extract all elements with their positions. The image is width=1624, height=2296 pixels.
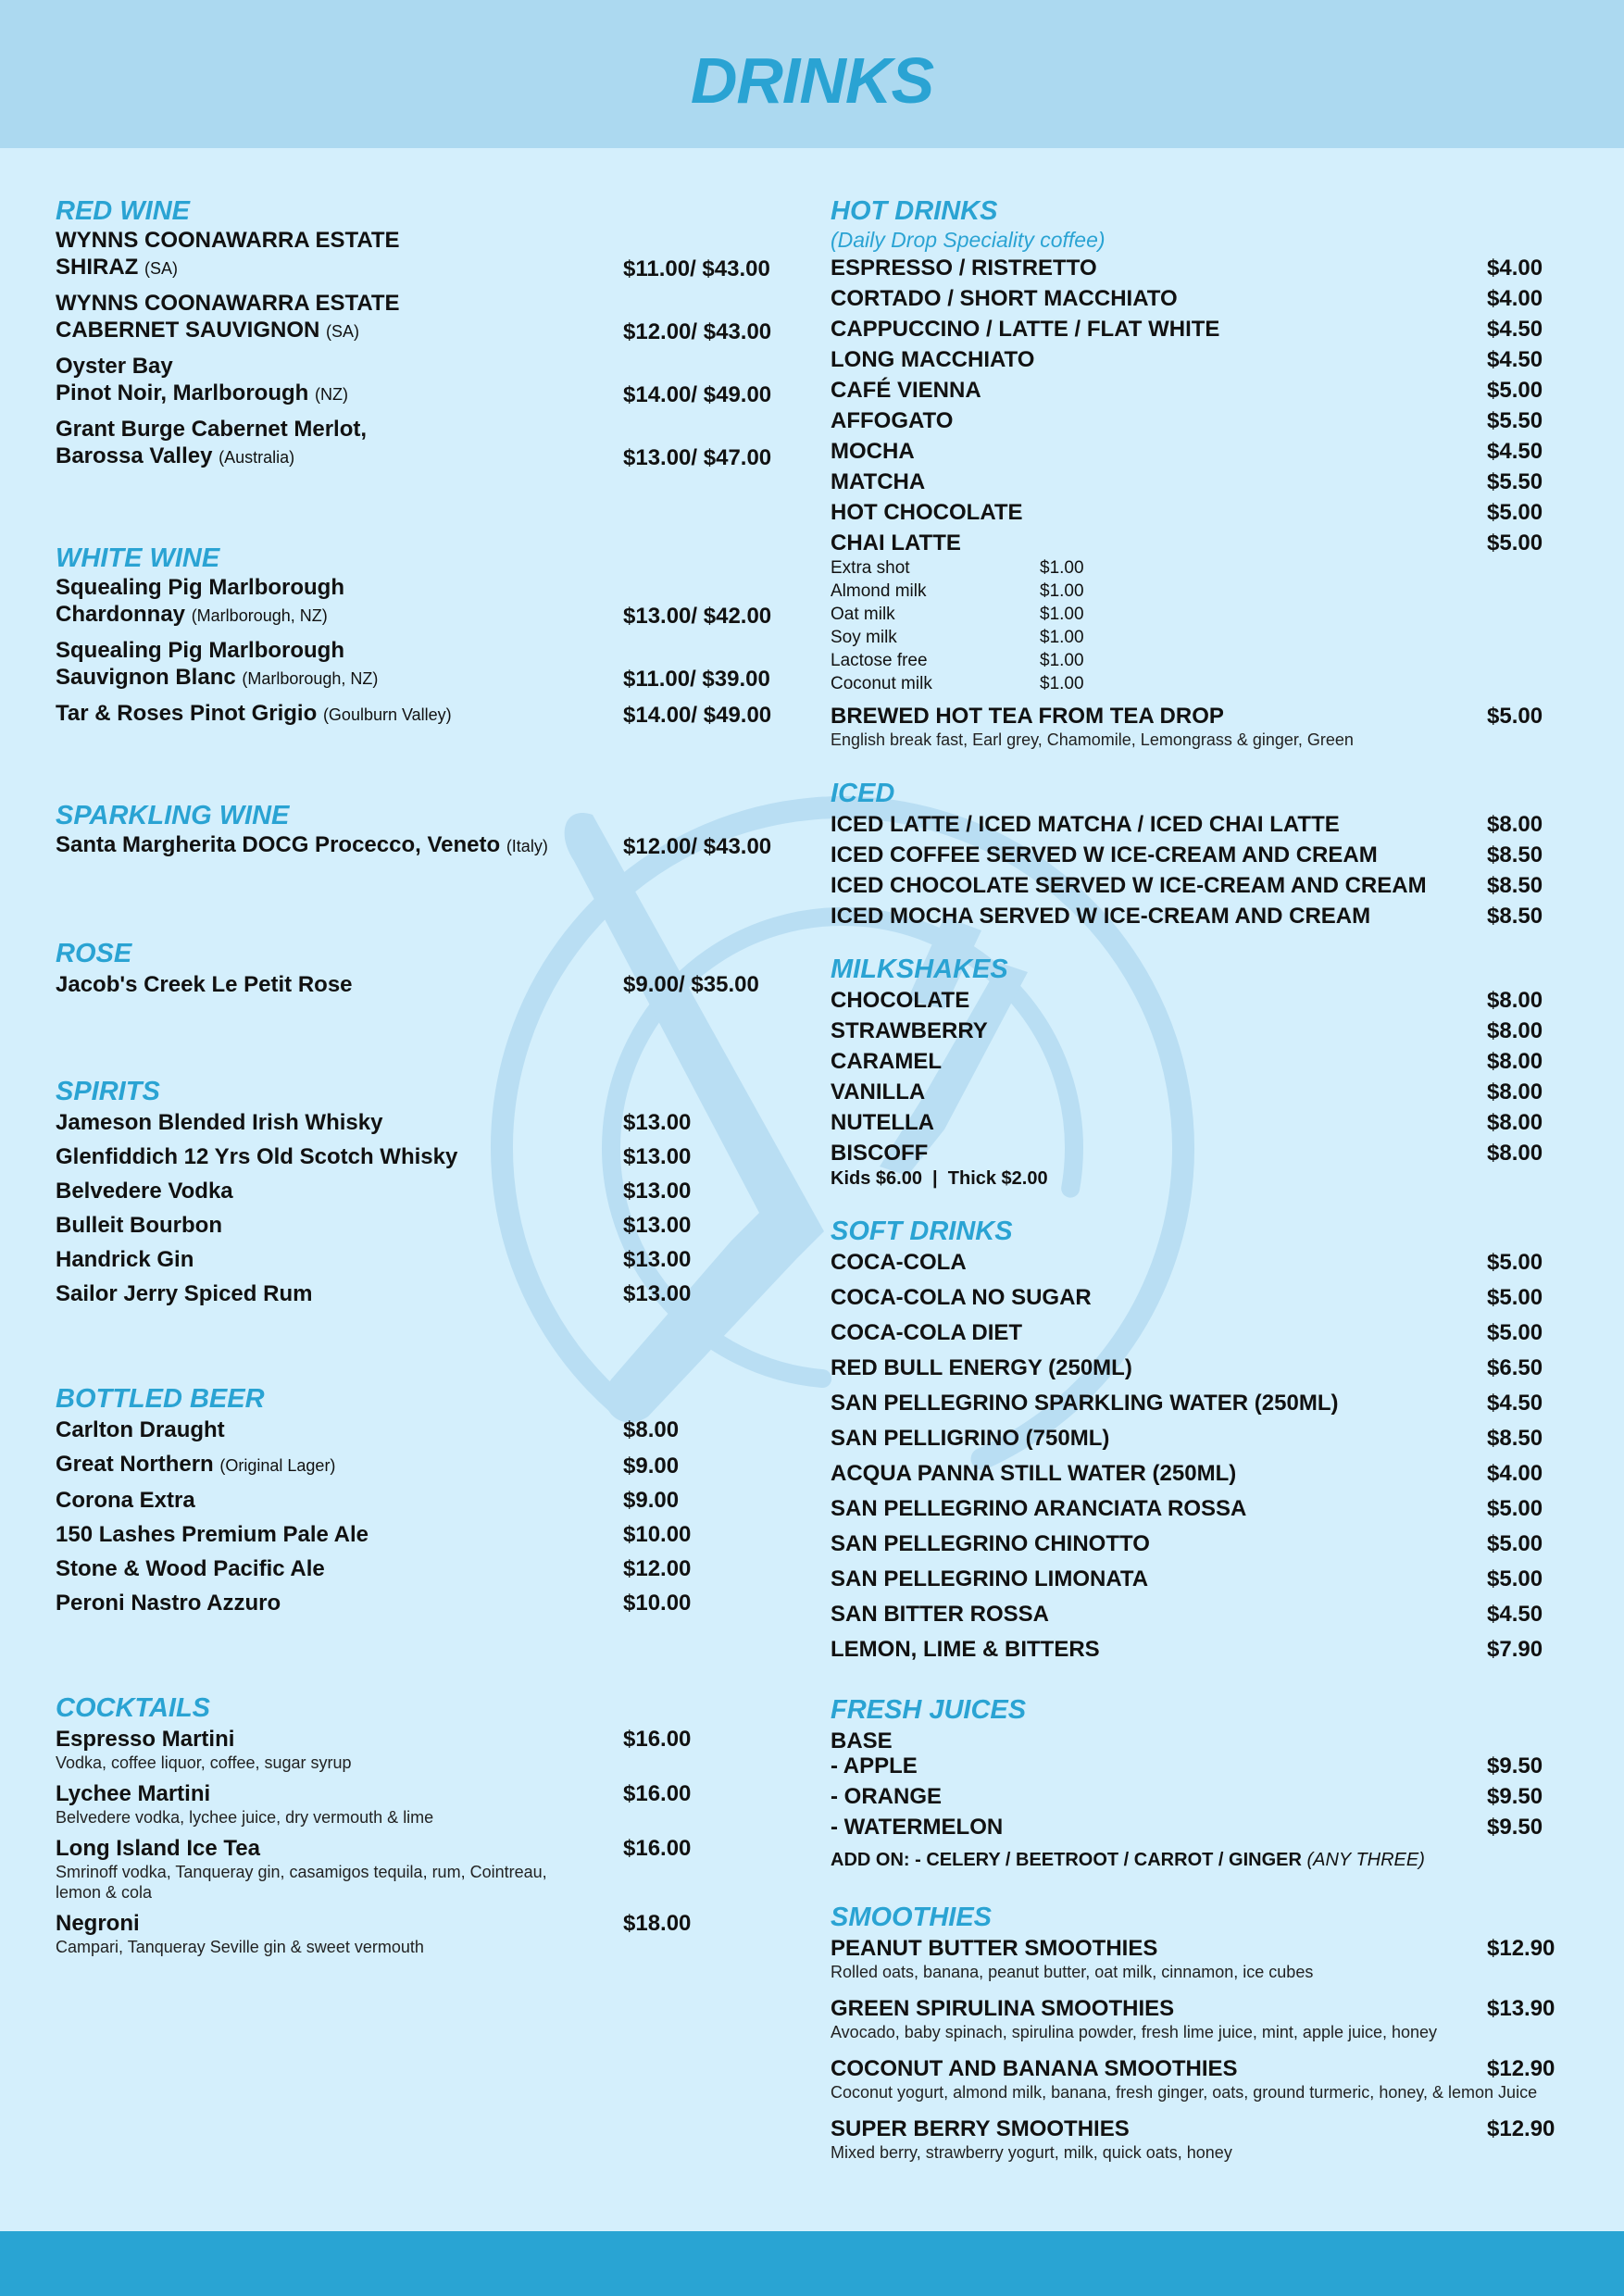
item-name: SHIRAZ — [56, 255, 139, 280]
item-price: $8.50 — [1487, 904, 1543, 929]
section-title: ROSE — [56, 939, 132, 968]
item-price: $4.50 — [1487, 1602, 1543, 1627]
item-name: ICED COFFEE SERVED W ICE-CREAM AND CREAM — [831, 842, 1378, 867]
item-note: (SA) — [144, 259, 179, 278]
extra-price: $1.00 — [1040, 581, 1084, 601]
item-name: Long Island Ice Tea — [56, 1836, 260, 1861]
menu-item — [56, 1726, 796, 1773]
menu-item — [831, 1935, 1571, 1982]
menu-item — [831, 703, 1571, 750]
item-name: Sauvignon Blanc — [56, 665, 236, 690]
soft-drinks-section — [831, 1216, 1571, 1663]
item-name: SAN PELLIGRINO (750ML) — [831, 1426, 1110, 1451]
extra-name: Soy milk — [831, 628, 897, 647]
item-name: CAFÉ VIENNA — [831, 378, 981, 403]
item-price: $8.00 — [1487, 1049, 1543, 1074]
item-name: ICED MOCHA SERVED W ICE-CREAM AND CREAM — [831, 904, 1371, 929]
extra-price: $1.00 — [1040, 605, 1084, 624]
item-price: $12.90 — [1487, 2056, 1555, 2081]
menu-item — [56, 1451, 796, 1479]
milkshake-note: Kids $6.00 | Thick $2.00 — [831, 1168, 1048, 1189]
menu-item — [56, 1555, 796, 1582]
menu-item — [831, 285, 1571, 312]
item-name: SAN PELLEGRINO SPARKLING WATER (250ML) — [831, 1391, 1339, 1416]
extra-name: Lactose free — [831, 651, 928, 670]
extra-name: Extra shot — [831, 558, 910, 578]
item-note: (Marlborough, NZ) — [191, 606, 328, 625]
item-name: ICED LATTE / ICED MATCHA / ICED CHAI LATTE — [831, 812, 1340, 837]
menu-item — [831, 903, 1571, 930]
item-price: $14.00/ $49.00 — [623, 382, 772, 407]
juice-base-label — [831, 1728, 1571, 1754]
item-name: Pinot Noir, Marlborough — [56, 381, 309, 406]
item-name: Sailor Jerry Spiced Rum — [56, 1281, 313, 1306]
item-name: RED BULL ENERGY (250ML) — [831, 1355, 1132, 1380]
item-name: Chardonnay — [56, 602, 186, 627]
bottled-beer-section — [56, 1383, 796, 1616]
item-price: $13.90 — [1487, 1996, 1555, 2021]
item-price: $8.00 — [1487, 812, 1543, 837]
red-wine-section — [56, 195, 796, 471]
item-name: SAN PELLEGRINO ARANCIATA ROSSA — [831, 1496, 1247, 1521]
item-price: $5.00 — [1487, 1496, 1543, 1521]
menu-item — [831, 2055, 1571, 2103]
menu-item — [831, 1636, 1571, 1663]
item-price: $13.00 — [623, 1110, 692, 1135]
item-name: CHAI LATTE — [831, 530, 961, 555]
item-price: $8.00 — [1487, 1110, 1543, 1135]
item-price: $5.50 — [1487, 408, 1543, 433]
menu-item — [831, 1460, 1571, 1487]
smoothies-section — [831, 1902, 1571, 2163]
item-name: BASE — [831, 1728, 893, 1753]
item-note: (SA) — [326, 322, 360, 341]
item-name-line1: WYNNS COONAWARRA ESTATE — [56, 291, 400, 316]
sparkling-wine-section — [56, 800, 796, 860]
item-price: $16.00 — [623, 1727, 692, 1752]
item-price: $8.00 — [623, 1417, 680, 1442]
item-name: ACQUA PANNA STILL WATER (250ML) — [831, 1461, 1237, 1486]
menu-item — [831, 872, 1571, 899]
item-description: Campari, Tanqueray Seville gin & sweet vermouth — [56, 1938, 424, 1956]
white-wine-section — [56, 543, 796, 729]
item-price: $5.00 — [1487, 500, 1543, 525]
item-price: $12.00/ $43.00 — [623, 834, 772, 859]
menu-item — [831, 407, 1571, 434]
item-note: (Original Lager) — [219, 1456, 336, 1475]
menu-item — [831, 1079, 1571, 1105]
item-name: CARAMEL — [831, 1049, 942, 1074]
menu-item — [56, 1910, 796, 1957]
item-price: $4.50 — [1487, 347, 1543, 372]
menu-item — [831, 1530, 1571, 1557]
item-price: $13.00 — [623, 1213, 692, 1238]
menu-item — [831, 1995, 1571, 2042]
menu-item — [831, 1495, 1571, 1522]
item-description: Belvedere vodka, lychee juice, dry vermouth & lime — [56, 1808, 434, 1827]
item-price: $12.90 — [1487, 2116, 1555, 2141]
menu-item — [831, 1109, 1571, 1136]
item-note: (Marlborough, NZ) — [242, 669, 379, 688]
item-description: English break fast, Earl grey, Chamomile, Lemongrass & ginger, Green — [831, 730, 1354, 749]
menu-item — [56, 353, 796, 408]
menu-item — [831, 1140, 1571, 1167]
extra-item — [831, 626, 1571, 649]
item-price: $9.50 — [1487, 1753, 1543, 1778]
section-title: RED WINE — [56, 196, 190, 226]
item-name: Carlton Draught — [56, 1417, 225, 1442]
item-price: $9.50 — [1487, 1784, 1543, 1809]
item-name: SAN BITTER ROSSA — [831, 1602, 1050, 1627]
item-price: $8.00 — [1487, 1141, 1543, 1166]
extra-item — [831, 603, 1571, 626]
item-price: $16.00 — [623, 1781, 692, 1806]
menu-item — [831, 438, 1571, 465]
extra-name: Almond milk — [831, 581, 927, 601]
item-name: HOT CHOCOLATE — [831, 500, 1023, 525]
item-price: $5.00 — [1487, 1320, 1543, 1345]
section-title: BOTTLED BEER — [56, 1384, 265, 1414]
item-name: CORTADO / SHORT MACCHIATO — [831, 286, 1178, 311]
item-name: COCONUT AND BANANA SMOOTHIES — [831, 2056, 1238, 2081]
item-price: $4.00 — [1487, 256, 1543, 281]
item-price: $5.50 — [1487, 469, 1543, 494]
item-price: $12.00 — [623, 1556, 692, 1581]
item-price: $12.00/ $43.00 — [623, 319, 772, 344]
item-price: $11.00/ $39.00 — [623, 667, 770, 692]
menu-item — [831, 499, 1571, 526]
item-name-line1: WYNNS COONAWARRA ESTATE — [56, 228, 400, 253]
item-name: CAPPUCCINO / LATTE / FLAT WHITE — [831, 317, 1220, 342]
item-price: $9.00/ $35.00 — [623, 972, 759, 997]
page-title: DRINKS — [690, 44, 934, 117]
item-description: Smrinoff vodka, Tanqueray gin, casamigos tequila, rum, Cointreau, lemon & cola — [56, 1863, 547, 1902]
item-name: Barossa Valley — [56, 443, 213, 468]
menu-item — [831, 377, 1571, 404]
menu-item — [831, 1566, 1571, 1592]
item-name: Corona Extra — [56, 1488, 195, 1513]
item-name: ICED CHOCOLATE SERVED W ICE-CREAM AND CREAM — [831, 873, 1427, 898]
rose-section — [56, 938, 796, 998]
item-name: COCA-COLA — [831, 1250, 967, 1275]
menu-item — [831, 811, 1571, 838]
item-name: Handrick Gin — [56, 1247, 194, 1272]
item-price: $4.00 — [1487, 1461, 1543, 1486]
menu-item — [831, 255, 1571, 281]
item-price: $5.00 — [1487, 1566, 1543, 1591]
menu-item — [831, 1390, 1571, 1416]
item-name: BISCOFF — [831, 1141, 929, 1166]
item-price: $13.00 — [623, 1179, 692, 1204]
item-price: $4.00 — [1487, 286, 1543, 311]
header-banner — [0, 0, 1624, 148]
menu-item — [831, 1753, 1571, 1779]
item-name-line1: Grant Burge Cabernet Merlot, — [56, 417, 368, 442]
item-price: $6.50 — [1487, 1355, 1543, 1380]
item-price: $13.00/ $42.00 — [623, 604, 772, 629]
item-name: NUTELLA — [831, 1110, 934, 1135]
menu-item — [56, 831, 796, 860]
extra-price: $1.00 — [1040, 628, 1084, 647]
section-title: SPARKLING WINE — [56, 801, 290, 830]
menu-item — [56, 1109, 796, 1136]
item-name: 150 Lashes Premium Pale Ale — [56, 1522, 369, 1547]
menu-item — [56, 700, 796, 729]
extra-price: $1.00 — [1040, 651, 1084, 670]
menu-item — [831, 468, 1571, 495]
menu-item — [831, 987, 1571, 1014]
extra-item — [831, 672, 1571, 695]
item-price: $5.00 — [1487, 1531, 1543, 1556]
item-description: Mixed berry, strawberry yogurt, milk, quick oats, honey — [831, 2143, 1232, 2162]
item-name: Santa Margherita DOCG Procecco, Veneto — [56, 832, 501, 857]
extra-item — [831, 649, 1571, 672]
item-price: $5.00 — [1487, 1285, 1543, 1310]
menu-item — [56, 227, 796, 282]
menu-item — [56, 1212, 796, 1239]
item-price: $5.00 — [1487, 704, 1543, 729]
hot-drinks-section — [831, 195, 1571, 750]
menu-item — [831, 1425, 1571, 1452]
menu-item — [831, 316, 1571, 343]
iced-section — [831, 778, 1571, 930]
item-name: PEANUT BUTTER SMOOTHIES — [831, 1936, 1158, 1961]
item-name-line1: Oyster Bay — [56, 354, 173, 379]
extra-name: Coconut milk — [831, 674, 932, 693]
item-name: COCA-COLA NO SUGAR — [831, 1285, 1092, 1310]
menu-item — [56, 1416, 796, 1443]
menu-item — [56, 971, 796, 998]
section-title: COCKTAILS — [56, 1693, 211, 1723]
item-name: Jacob's Creek Le Petit Rose — [56, 972, 353, 997]
menu-item — [831, 1601, 1571, 1628]
fresh-juices-section — [831, 1694, 1571, 1872]
item-name: MOCHA — [831, 439, 915, 464]
item-note: (NZ) — [315, 385, 348, 404]
item-price: $5.00 — [1487, 378, 1543, 403]
item-price: $8.50 — [1487, 842, 1543, 867]
item-name-line1: Squealing Pig Marlborough — [56, 575, 344, 600]
addon-note: (ANY THREE) — [1306, 1850, 1425, 1870]
juice-addon — [831, 1848, 1571, 1872]
item-name: AFFOGATO — [831, 408, 954, 433]
milkshakes-section — [831, 954, 1571, 1191]
item-note: (Italy) — [506, 837, 548, 855]
section-title: HOT DRINKS — [831, 196, 998, 226]
item-description: Avocado, baby spinach, spirulina powder, fresh lime juice, mint, apple juice, honey — [831, 2023, 1438, 2041]
item-price: $9.50 — [1487, 1815, 1543, 1840]
item-description: Rolled oats, banana, peanut butter, oat milk, cinnamon, ice cubes — [831, 1963, 1314, 1981]
item-name: Tar & Roses Pinot Grigio — [56, 701, 318, 726]
item-price: $4.50 — [1487, 439, 1543, 464]
item-name: SAN PELLEGRINO CHINOTTO — [831, 1531, 1150, 1556]
item-name: STRAWBERRY — [831, 1018, 988, 1043]
item-name: LEMON, LIME & BITTERS — [831, 1637, 1100, 1662]
extra-price: $1.00 — [1040, 558, 1084, 578]
item-name: LONG MACCHIATO — [831, 347, 1035, 372]
item-price: $4.50 — [1487, 1391, 1543, 1416]
menu-item — [831, 1783, 1571, 1810]
section-title: WHITE WINE — [56, 543, 220, 573]
menu-item — [56, 1143, 796, 1170]
item-price: $9.00 — [623, 1488, 680, 1513]
menu-item — [56, 290, 796, 345]
menu-item — [56, 1178, 796, 1204]
menu-item — [56, 1521, 796, 1548]
menu-item — [56, 1280, 796, 1307]
item-name: Jameson Blended Irish Whisky — [56, 1110, 383, 1135]
item-name: COCA-COLA DIET — [831, 1320, 1023, 1345]
menu-item — [831, 1017, 1571, 1044]
item-price: $14.00/ $49.00 — [623, 703, 772, 728]
menu-item — [56, 637, 796, 693]
item-name: CABERNET SAUVIGNON — [56, 318, 320, 343]
item-name: - ORANGE — [831, 1784, 942, 1809]
menu-item — [56, 1590, 796, 1616]
item-price: $5.00 — [1487, 530, 1543, 555]
menu-item — [56, 1246, 796, 1273]
item-description: Coconut yogurt, almond milk, banana, fresh ginger, oats, ground turmeric, honey, & lemon Juice — [831, 2083, 1538, 2102]
extra-item — [831, 580, 1571, 603]
item-name: SAN PELLEGRINO LIMONATA — [831, 1566, 1149, 1591]
menu-item — [831, 842, 1571, 868]
item-price: $9.00 — [623, 1454, 680, 1479]
item-price: $8.00 — [1487, 1079, 1543, 1104]
menu-item — [831, 1048, 1571, 1075]
item-price: $10.00 — [623, 1591, 692, 1616]
footer-bar — [0, 2231, 1624, 2296]
item-price: $13.00 — [623, 1281, 692, 1306]
menu-item — [831, 1249, 1571, 1276]
section-title: SOFT DRINKS — [831, 1217, 1013, 1246]
extra-item — [831, 556, 1571, 580]
section-title: SPIRITS — [56, 1077, 160, 1106]
section-title: ICED — [831, 779, 895, 808]
item-price: $8.50 — [1487, 873, 1543, 898]
item-description: Vodka, coffee liquor, coffee, sugar syrup — [56, 1753, 352, 1772]
item-price: $10.00 — [623, 1522, 692, 1547]
menu-item — [831, 2115, 1571, 2163]
item-note: (Goulburn Valley) — [322, 705, 452, 724]
item-price: $16.00 — [623, 1836, 692, 1861]
item-name: Espresso Martini — [56, 1727, 235, 1752]
section-title: FRESH JUICES — [831, 1695, 1027, 1725]
menu-item — [831, 1319, 1571, 1346]
menu-item — [831, 1814, 1571, 1841]
menu-item — [56, 1835, 796, 1903]
item-name: GREEN SPIRULINA SMOOTHIES — [831, 1996, 1175, 2021]
addon-text: ADD ON: - CELERY / BEETROOT / CARROT / GINGER — [831, 1850, 1302, 1870]
item-name: SUPER BERRY SMOOTHIES — [831, 2116, 1130, 2141]
section-title: SMOOTHIES — [831, 1903, 993, 1932]
menu-item — [831, 1354, 1571, 1381]
item-name: Peroni Nastro Azzuro — [56, 1591, 281, 1616]
item-price: $11.00/ $43.00 — [623, 256, 770, 281]
item-note: (Australia) — [219, 448, 295, 467]
section-subtitle: (Daily Drop Speciality coffee) — [831, 228, 1106, 252]
item-name: Great Northern — [56, 1452, 214, 1477]
item-price: $4.50 — [1487, 317, 1543, 342]
menu-item — [831, 1284, 1571, 1311]
item-name: CHOCOLATE — [831, 988, 970, 1013]
extras-list — [831, 556, 1571, 695]
item-name: - APPLE — [831, 1753, 918, 1778]
item-price: $8.00 — [1487, 988, 1543, 1013]
item-price: $13.00 — [623, 1247, 692, 1272]
item-name: Belvedere Vodka — [56, 1179, 233, 1204]
item-price: $18.00 — [623, 1911, 692, 1936]
menu-item — [56, 416, 796, 471]
item-name: VANILLA — [831, 1079, 926, 1104]
item-name: Negroni — [56, 1911, 140, 1936]
item-price: $13.00 — [623, 1144, 692, 1169]
menu-item — [831, 530, 1571, 556]
item-name-line1: Squealing Pig Marlborough — [56, 638, 344, 663]
item-price: $8.50 — [1487, 1426, 1543, 1451]
cocktails-section — [56, 1692, 796, 1957]
menu-item — [56, 574, 796, 630]
item-price: $8.00 — [1487, 1018, 1543, 1043]
item-price: $12.90 — [1487, 1936, 1555, 1961]
extra-price: $1.00 — [1040, 674, 1084, 693]
item-price: $7.90 — [1487, 1637, 1543, 1662]
menu-item — [831, 346, 1571, 373]
menu-item — [56, 1780, 796, 1828]
item-name: Glenfiddich 12 Yrs Old Scotch Whisky — [56, 1144, 458, 1169]
item-name: BREWED HOT TEA FROM TEA DROP — [831, 704, 1224, 729]
section-title: MILKSHAKES — [831, 955, 1008, 984]
item-name: ESPRESSO / RISTRETTO — [831, 256, 1097, 281]
item-name: - WATERMELON — [831, 1815, 1004, 1840]
spirits-section — [56, 1076, 796, 1307]
extra-name: Oat milk — [831, 605, 895, 624]
item-name: Stone & Wood Pacific Ale — [56, 1556, 325, 1581]
item-price: $13.00/ $47.00 — [623, 445, 772, 470]
item-name: Lychee Martini — [56, 1781, 211, 1806]
item-name: Bulleit Bourbon — [56, 1213, 222, 1238]
item-name: MATCHA — [831, 469, 926, 494]
menu-item — [56, 1487, 796, 1514]
item-price: $5.00 — [1487, 1250, 1543, 1275]
